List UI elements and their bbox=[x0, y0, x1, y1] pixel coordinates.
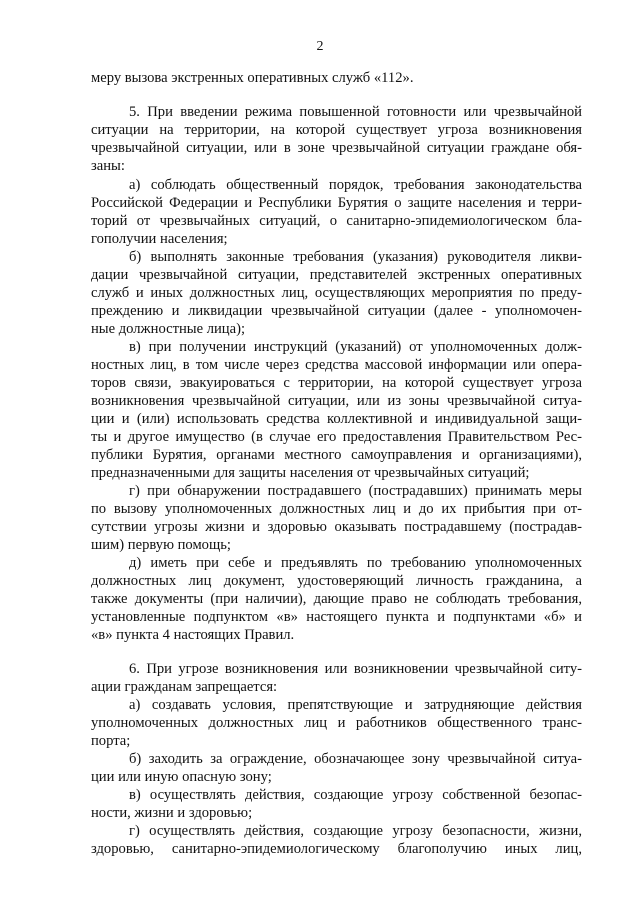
text-line: публики Бурятия, органами местного самоуправления и организациями), bbox=[91, 447, 582, 463]
text-line: меру вызова экстренных оперативных служб «112». bbox=[91, 70, 414, 86]
text-line: в) осуществлять действия, создающие угрозу собственной безопас- bbox=[129, 787, 582, 803]
text-line: чрезвычайной ситуации, или в зоне чрезвычайной ситуации граждане обя- bbox=[91, 140, 582, 156]
text-line: дации чрезвычайной ситуации, представителей экстренных оперативных bbox=[91, 267, 582, 283]
text-line: возникновения чрезвычайной ситуации, или из зоны чрезвычайной ситуа- bbox=[91, 393, 582, 409]
text-line: а) создавать условия, препятствующие и затрудняющие действия bbox=[129, 697, 582, 713]
text-line: 5. При введении режима повышенной готовности или чрезвычайной bbox=[129, 104, 582, 120]
text-line: ции или иную опасную зону; bbox=[91, 769, 272, 785]
text-line: «в» пункта 4 настоящих Правил. bbox=[91, 627, 295, 643]
text-line: установленные подпунктом «в» настоящего пункта и подпунктами «б» и bbox=[91, 609, 582, 625]
text-line: сутствии угрозы жизни и здоровью оказывать пострадавшему (пострадав- bbox=[91, 519, 582, 535]
text-line: должностных лиц документ, удостоверяющий личность гражданина, а bbox=[91, 573, 582, 589]
text-line: 6. При угрозе возникновения или возникновении чрезвычайной ситу- bbox=[129, 661, 582, 677]
text-line: ситуации на территории, на которой существует угроза возникновения bbox=[91, 122, 582, 138]
text-line: предназначенными для защиты населения от чрезвычайных ситуаций; bbox=[91, 465, 530, 481]
text-line: ности, жизни и здоровью; bbox=[91, 805, 253, 821]
text-line: Российской Федерации и Республики Бурятия о защите населения и терри- bbox=[91, 195, 582, 211]
text-line: а) соблюдать общественный порядок, требования законодательства bbox=[129, 177, 582, 193]
text-line: д) иметь при себе и предъявлять по требованию уполномоченных bbox=[129, 555, 582, 571]
page-number: 2 bbox=[316, 39, 324, 54]
text-line: шим) первую помощь; bbox=[91, 537, 231, 553]
text-line: б) выполнять законные требования (указания) руководителя ликви- bbox=[129, 249, 582, 265]
text-line: уполномоченных должностных лиц и работников общественного транс- bbox=[91, 715, 582, 731]
text-line: б) заходить за ограждение, обозначающее зону чрезвычайной ситуа- bbox=[129, 751, 582, 767]
text-line: торов связи, эвакуироваться с территории, на которой существует угроза bbox=[91, 375, 582, 391]
text-line: также документы (при наличии), дающие право не соблюдать требования, bbox=[91, 591, 582, 607]
text-line: служб и иных должностных лиц, осуществляющих мероприятия по преду- bbox=[91, 285, 582, 301]
text-line: преждению и ликвидации чрезвычайной ситуации (далее - уполномочен- bbox=[91, 303, 582, 319]
text-line: по вызову уполномоченных должностных лиц и до их прибытия при от- bbox=[91, 501, 582, 517]
text-line: ции и (или) использовать средства коллективной и индивидуальной защи- bbox=[91, 411, 582, 427]
text-line: порта; bbox=[91, 733, 131, 749]
text-line: г) осуществлять действия, создающие угрозу безопасности, жизни, bbox=[129, 823, 582, 839]
text-line: гополучии населения; bbox=[91, 231, 228, 247]
text-line: ации гражданам запрещается: bbox=[91, 679, 278, 695]
text-line: торий от чрезвычайных ситуаций, о санитарно-эпидемиологическом бла- bbox=[91, 213, 582, 229]
text-line: г) при обнаружении пострадавшего (пострадавших) принимать меры bbox=[129, 483, 582, 499]
text-line: ные должностные лица); bbox=[91, 321, 245, 337]
text-line: здоровью, санитарно-эпидемиологическому благополучию иных лиц, bbox=[91, 841, 582, 857]
text-line: ты и другое имущество (в случае его предоставления Правительством Рес- bbox=[91, 429, 582, 445]
text-line: заны: bbox=[91, 158, 125, 174]
text-line: ностных лиц, в том числе через средства массовой информации или опера- bbox=[91, 357, 582, 373]
text-line: в) при получении инструкций (указаний) от уполномоченных долж- bbox=[129, 339, 582, 355]
